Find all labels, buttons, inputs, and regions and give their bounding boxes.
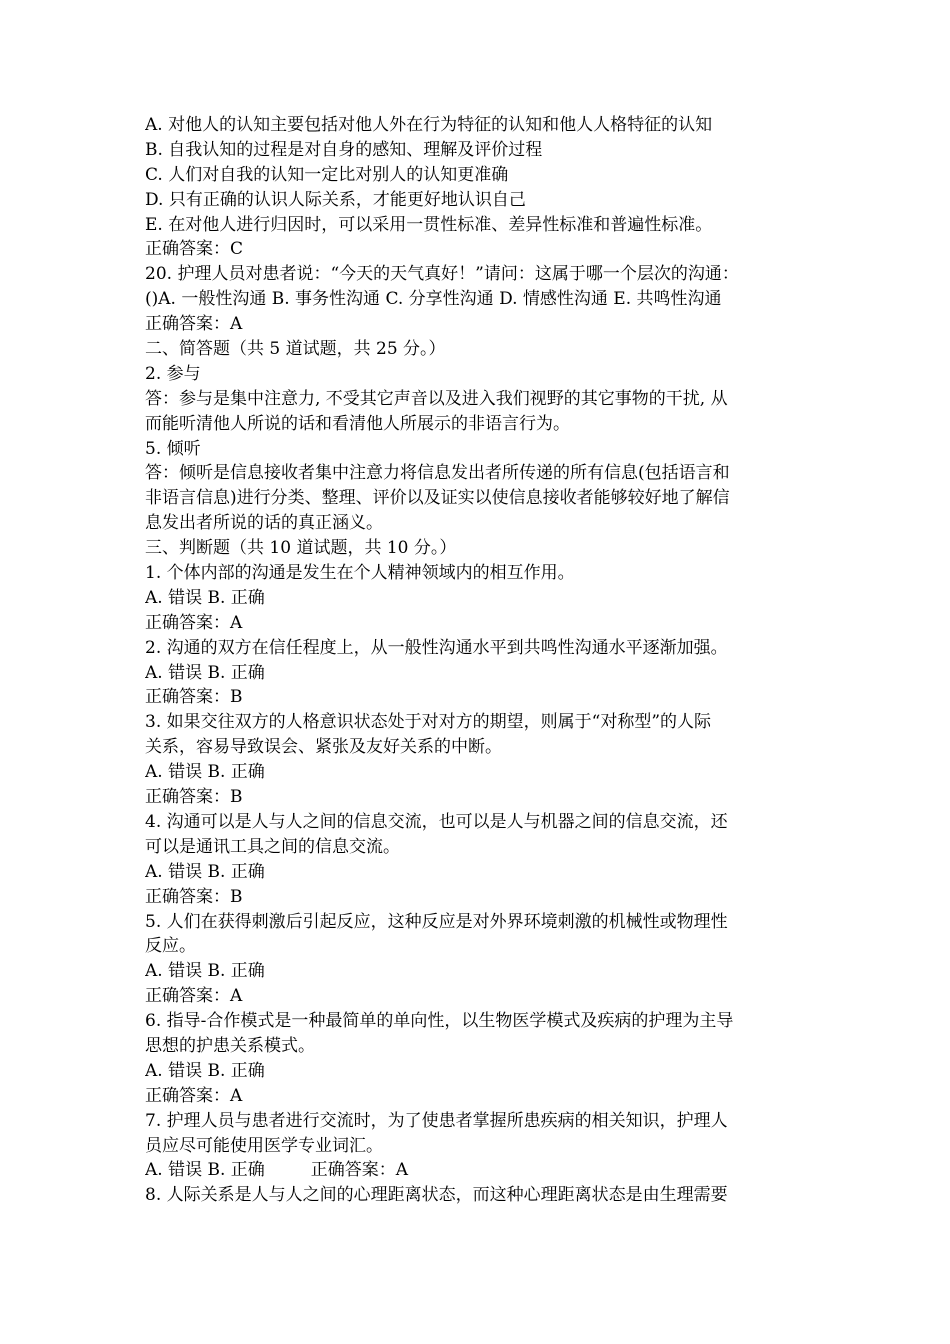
question-line: 8. 人际关系是人与人之间的心理距离状态，而这种心理距离状态是由生理需要 <box>145 1185 728 1206</box>
question-line: 5. 倾听 <box>145 438 201 459</box>
answer-line: 正确答案：B <box>145 787 243 808</box>
options-line: A. 错误 B. 正确 <box>145 961 265 982</box>
text-line: B. 自我认知的过程是对自身的感知、理解及评价过程 <box>145 139 543 160</box>
question-line: 3. 如果交往双方的人格意识状态处于对对方的期望，则属于“对称型”的人际 <box>145 712 712 733</box>
answer-line: 正确答案：A <box>145 314 243 335</box>
text-line: 关系，容易导致误会、紧张及友好关系的中断。 <box>145 737 502 758</box>
answer-line: 正确答案：A <box>145 986 243 1007</box>
text-line: 而能听清他人所说的话和看清他人所展示的非语言行为。 <box>145 413 570 434</box>
text-line: 思想的护患关系模式。 <box>145 1035 315 1056</box>
question-line: 7. 护理人员与患者进行交流时，为了使患者掌握所患疾病的相关知识，护理人 <box>145 1110 728 1131</box>
text-line: A. 对他人的认知主要包括对他人外在行为特征的认知和他人人格特征的认知 <box>145 115 713 135</box>
answer-text: 正确答案：A <box>310 1160 409 1181</box>
options-line: A. 错误 B. 正确 <box>145 861 265 882</box>
answer-line: 正确答案：B <box>145 886 243 907</box>
text-line: D. 只有正确的认识人际关系，才能更好地认识自己 <box>145 189 526 210</box>
question-line: 2. 参与 <box>145 363 201 384</box>
question-line: 4. 沟通可以是人与人之间的信息交流，也可以是人与机器之间的信息交流，还 <box>145 811 728 832</box>
answer-line: 正确答案：A <box>145 1085 243 1106</box>
options-text: A. 错误 B. 正确 <box>145 1160 265 1181</box>
text-line: 息发出者所说的话的真正涵义。 <box>145 513 383 534</box>
question-line: 1. 个体内部的沟通是发生在个人精神领域内的相互作用。 <box>145 563 575 584</box>
text-line: 反应。 <box>145 936 196 957</box>
question-line: 2. 沟通的双方在信任程度上，从一般性沟通水平到共鸣性沟通水平逐渐加强。 <box>145 637 728 658</box>
text-line: 非语言信息)进行分类、整理、评价以及证实以使信息接收者能够较好地了解信 <box>145 488 730 509</box>
text-line: 员应尽可能使用医学专业词汇。 <box>145 1135 383 1156</box>
text-line: 可以是通讯工具之间的信息交流。 <box>145 836 400 857</box>
answer-line: 正确答案：A <box>145 612 243 633</box>
options-line: A. 错误 B. 正确 <box>145 762 265 783</box>
answer-line: 正确答案：C <box>145 239 244 260</box>
text-line: 答：参与是集中注意力, 不受其它声音以及进入我们视野的其它事物的干扰, 从 <box>145 388 728 409</box>
text-line: 答：倾听是信息接收者集中注意力将信息发出者所传递的所有信息(包括语言和 <box>145 463 730 484</box>
text-line: E. 在对他人进行归因时，可以采用一贯性标准、差异性标准和普遍性标准。 <box>145 214 713 235</box>
document-body <box>145 113 810 1208</box>
question-line: 20. 护理人员对患者说：“今天的天气真好！”请问：这属于哪一个层次的沟通： <box>145 264 739 285</box>
section-heading: 二、简答题（共 5 道试题，共 25 分。） <box>145 339 446 360</box>
text-line: C. 人们对自我的认知一定比对别人的认知更准确 <box>145 164 509 185</box>
answer-line: 正确答案：B <box>145 687 243 708</box>
question-line: 5. 人们在获得刺激后引起反应，这种反应是对外界环境刺激的机械性或物理性 <box>145 911 728 932</box>
options-line: ()A. 一般性沟通 B. 事务性沟通 C. 分享性沟通 D. 情感性沟通 E. 共鸣性沟通 <box>145 289 722 310</box>
options-line: A. 错误 B. 正确 <box>145 662 265 683</box>
question-line: 6. 指导-合作模式是一种最简单的单向性，以生物医学模式及疾病的护理为主导 <box>145 1011 734 1032</box>
section-heading: 三、判断题（共 10 道试题，共 10 分。） <box>145 538 457 559</box>
options-answer-line <box>145 1158 810 1183</box>
options-line: A. 错误 B. 正确 <box>145 587 265 608</box>
options-line: A. 错误 B. 正确 <box>145 1060 265 1081</box>
